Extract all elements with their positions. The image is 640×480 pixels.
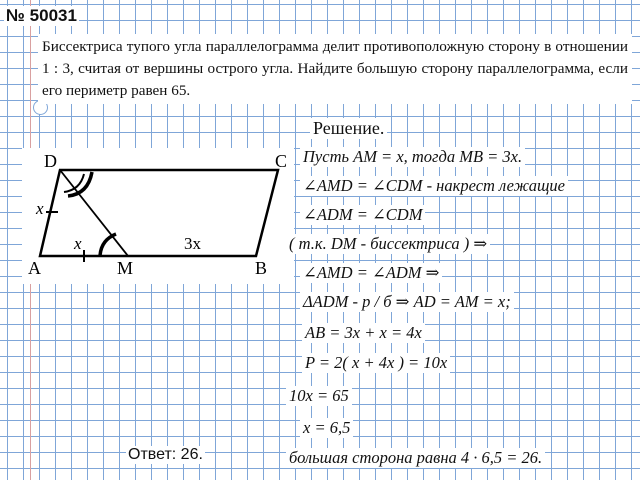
solution-line-6: ΔADM - р / б ⇒ AD = AM = x; <box>300 292 514 312</box>
vertex-label-a: A <box>28 258 41 278</box>
solution-line-8: P = 2( x + 4x ) = 10x <box>302 353 450 373</box>
solution-line-1: Пусть AM = x, тогда MB = 3x. <box>300 147 525 167</box>
vertex-label-m: M <box>117 258 134 278</box>
problem-text: Биссектриса тупого угла параллелограмма делит противоположную сторону в отношении 1 : 3, считая от вершины острого угла. Найдите большую сторону параллелограмма, если его периметр равен 65. <box>38 34 632 104</box>
label-mb-3x: 3x <box>184 234 201 253</box>
solution-line-5: ∠AMD = ∠ADM ⇒ <box>300 263 442 283</box>
problem-number: № 50031 <box>6 6 77 25</box>
solution-line-9: 10x = 65 <box>286 386 352 406</box>
solution-title: Решение. <box>310 118 387 139</box>
solution-line-3: ∠ADM = ∠CDM <box>300 205 425 225</box>
solution-line-4: ( т.к. DM - биссектриса ) ⇒ <box>286 234 490 254</box>
solution-line-10: x = 6,5 <box>300 418 353 438</box>
label-am-x: x <box>74 234 82 253</box>
solution-line-7: AB = 3x + x = 4x <box>302 323 425 343</box>
vertex-label-b: B <box>255 258 268 278</box>
vertex-label-d: D <box>44 151 57 171</box>
figure-background <box>22 148 294 284</box>
solution-line-11: большая сторона равна 4 · 6,5 = 26. <box>286 448 545 468</box>
label-ad-x: x <box>36 199 44 218</box>
vertex-label-c: C <box>275 151 288 171</box>
solution-line-2: ∠AMD = ∠CDM - накрест лежащие <box>300 176 568 196</box>
answer-text: Ответ: 26. <box>128 446 203 463</box>
